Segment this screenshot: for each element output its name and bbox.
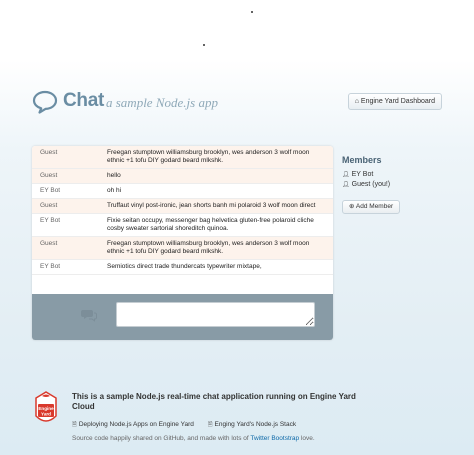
composer-bar xyxy=(32,294,333,340)
message-row xyxy=(32,146,333,169)
message-row xyxy=(32,169,333,184)
footer-credits xyxy=(72,435,315,442)
twitter-bootstrap-link[interactable]: Twitter Bootstrap xyxy=(250,435,300,442)
engine-yard-logo xyxy=(33,390,59,428)
page-subtitle: a sample Node.js app xyxy=(106,95,218,110)
dashboard-button-label: Engine Yard Dashboard xyxy=(360,98,435,105)
stray-dot xyxy=(203,44,205,46)
page-title: Chat xyxy=(63,90,105,111)
document-icon: 🗎︎ xyxy=(72,422,77,428)
user-icon: 👤︎ xyxy=(342,172,350,178)
deploying-node-link[interactable] xyxy=(72,421,194,428)
home-icon: ⌂ xyxy=(354,98,359,105)
member-item xyxy=(342,170,452,180)
footer-links xyxy=(72,420,308,430)
message-author: Guest xyxy=(40,172,58,179)
message-text: Semiotics direct trade thundercats typewriter mixtape, xyxy=(107,263,262,270)
member-item xyxy=(342,180,452,190)
node-stack-link-label: Enging Yard's Node.js Stack xyxy=(214,421,297,428)
chat-bubbles-icon xyxy=(81,308,97,322)
message-text: Fixie seitan occupy, messenger bag helvetica gluten-free polaroid cliche cosby sweater sartorial shoreditch quinoa. xyxy=(107,217,314,232)
message-list[interactable] xyxy=(32,146,333,294)
message-row xyxy=(32,214,333,237)
document-icon: 🗎︎ xyxy=(207,422,213,428)
user-icon: 👤︎ xyxy=(342,182,350,188)
message-text: oh hi xyxy=(107,187,122,194)
member-name: Guest (you!) xyxy=(351,181,391,188)
message-row xyxy=(32,237,333,260)
chat-panel xyxy=(32,146,333,340)
svg-text:Engine: Engine xyxy=(38,406,54,411)
message-author: EY Bot xyxy=(40,217,61,224)
members-title: Members xyxy=(342,155,382,165)
message-row xyxy=(32,184,333,199)
message-input[interactable] xyxy=(116,302,315,327)
message-author: Guest xyxy=(40,202,58,209)
message-text: Truffaut vinyl post-ironic, jean shorts banh mi polaroid 3 wolf moon direct xyxy=(107,202,316,209)
app-header xyxy=(32,90,442,116)
message-author: Guest xyxy=(40,149,58,156)
credits-suffix: love. xyxy=(300,435,315,442)
message-text: Freegan stumptown williamsburg brooklyn, wes anderson 3 wolf moon ethnic +1 tofu DIY godard beard mlkshk. xyxy=(107,149,310,164)
stray-dot xyxy=(251,11,253,13)
message-row xyxy=(32,260,333,275)
speech-bubble-icon xyxy=(32,90,58,114)
add-member-button[interactable] xyxy=(342,200,400,214)
message-author: EY Bot xyxy=(40,263,61,270)
message-row xyxy=(32,199,333,214)
credits-prefix: Source code happily shared on GitHub, and made with lots of xyxy=(72,435,249,442)
message-author: EY Bot xyxy=(40,187,61,194)
add-member-label: Add Member xyxy=(355,203,394,210)
node-stack-link[interactable] xyxy=(208,421,296,428)
members-panel xyxy=(342,155,452,214)
engine-yard-dashboard-button[interactable] xyxy=(348,93,442,110)
message-author: Guest xyxy=(40,240,58,247)
deploying-node-link-label: Deploying Node.js Apps on Engine Yard xyxy=(78,421,194,428)
footer-headline: This is a sample Node.js real-time chat application running on Engine Yard Cloud xyxy=(72,392,356,411)
message-text: Freegan stumptown williamsburg brooklyn, wes anderson 3 wolf moon ethnic +1 tofu DIY godard beard mlkshk. xyxy=(107,240,310,255)
member-name: EY Bot xyxy=(351,171,374,178)
message-text: hello xyxy=(107,172,121,179)
svg-text:Yard: Yard xyxy=(41,411,51,417)
plus-circle-icon: ⊕ xyxy=(349,203,356,210)
